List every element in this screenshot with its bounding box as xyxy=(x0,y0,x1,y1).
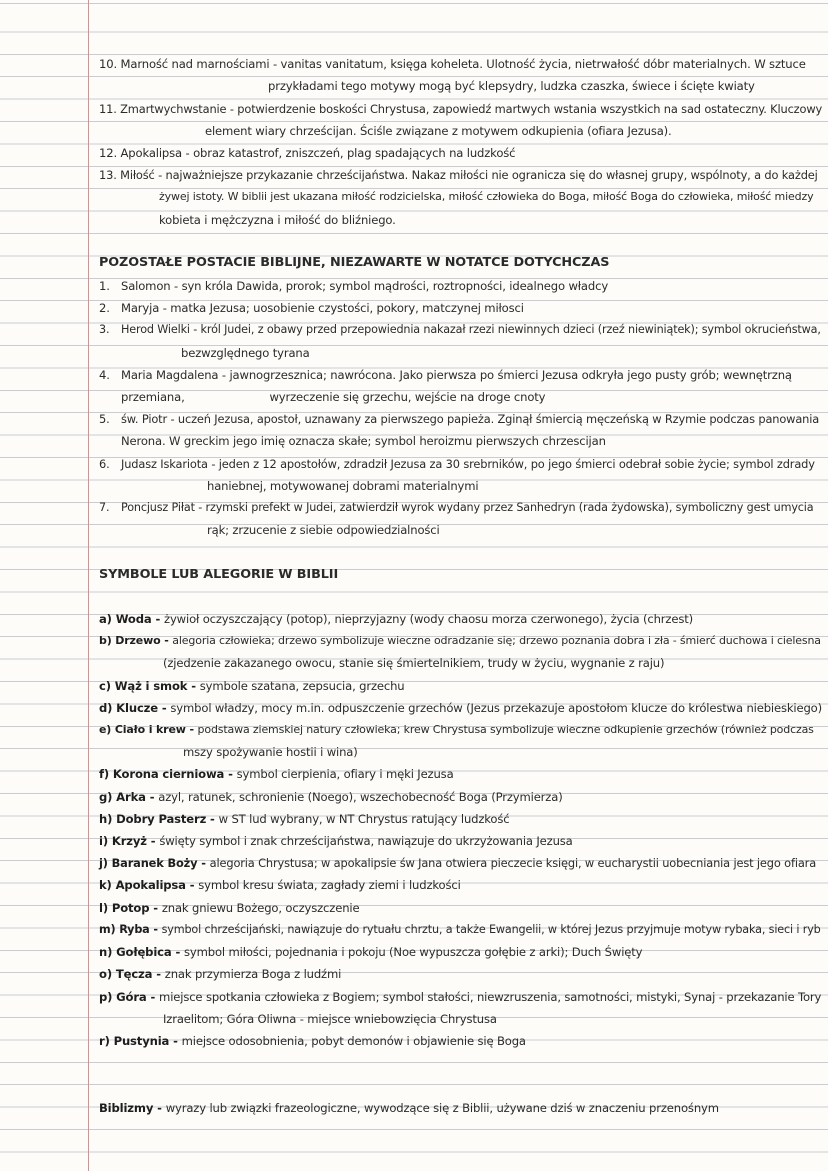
definition: symbol cierpienia, ofiary i męki Jezusa xyxy=(236,767,454,781)
definition: symbol kresu świata, zagłady ziemi i ludzkości xyxy=(198,878,461,892)
list-item xyxy=(99,877,461,893)
item-number: 3. xyxy=(99,323,110,336)
definition: znak przymierza Boga z ludźmi xyxy=(164,967,342,981)
list-item xyxy=(99,811,510,827)
list-item xyxy=(99,456,815,472)
note-line: element wiary chrześcijan. Ściśle związane z motywem odkupienia (ofiara Jezusa). xyxy=(205,124,672,138)
term: k) Apokalipsa - xyxy=(99,878,199,892)
list-item xyxy=(99,900,359,916)
list-item-cont: rąk; zrzucenie z siebie odpowiedzialności xyxy=(207,523,440,537)
list-item xyxy=(99,922,821,938)
list-item xyxy=(99,722,814,738)
definition: alegoria człowieka; drzewo symbolizuje wieczne odradzanie się; drzewo poznania dobra i zła - śmierć duchowa i cielesna xyxy=(172,634,821,647)
definition: alegoria Chrystusa; w apokalipsie św Jana otwiera pieczecie księgi, w eucharystii uobecniania jest jego ofiara xyxy=(209,856,817,870)
note-line: 11. Zmartwychwstanie - potwierdzenie boskości Chrystusa, zapowiedź martwych wstania wszystkich na sad ostateczny. Kluczowy xyxy=(99,102,823,116)
term: Biblizmy - xyxy=(99,1101,166,1115)
definition: znak gniewu Bożego, oczyszczenie xyxy=(161,901,360,915)
term: g) Arka - xyxy=(99,790,159,804)
note-line: kobieta i mężczyzna i miłość do bliźniego. xyxy=(159,213,396,227)
term: e) Ciało i krew - xyxy=(99,723,198,736)
item-number: 6. xyxy=(99,457,110,471)
term: h) Dobry Pasterz - xyxy=(99,812,219,826)
item-text: Judasz Iskariota - jeden z 12 apostołów, zdradził Jezusa za 30 srebrników, po jego śmierci odebrał sobie życie; symbol zdrady xyxy=(121,457,815,471)
term: j) Baranek Boży - xyxy=(99,856,210,870)
definition: azyl, ratunek, schronienie (Noego), wszechobecność Boga (Przymierza) xyxy=(158,790,563,804)
definition: święty symbol i znak chrześcijaństwa, nawiązuje do ukrzyżowania Jezusa xyxy=(159,834,573,848)
term: m) Ryba - xyxy=(99,923,162,936)
list-item xyxy=(99,500,813,516)
definition: w ST lud wybrany, w NT Chrystus ratujący ludzkość xyxy=(218,812,510,826)
list-item xyxy=(99,611,693,627)
note-line: przykładami tego motywy mogą być klepsydry, ludzka czaszka, świece i ścięte kwiaty xyxy=(268,79,755,93)
list-item xyxy=(99,989,821,1005)
definition: miejsce spotkania człowieka z Bogiem; symbol stałości, niewzruszenia, samotności, mistyki, Synaj - przekazanie Tory xyxy=(159,990,822,1004)
list-item xyxy=(99,633,821,649)
term: r) Pustynia - xyxy=(99,1034,182,1048)
item-text: Herod Wielki - król Judei, z obawy przed przepowiednia nakazał rzezi niewinnych dzieci (rzeź niewiniątek); symbol okrucieństwa, xyxy=(121,323,821,336)
term: n) Gołębica - xyxy=(99,945,184,959)
list-item xyxy=(99,411,819,427)
term: a) Woda - xyxy=(99,612,165,626)
definition: symbol miłości, pojednania i pokoju (Noe wypuszcza gołębie z arki); Duch Święty xyxy=(184,945,643,959)
list-item xyxy=(99,700,822,716)
list-item-cont: mszy spożywanie hostii i wina) xyxy=(183,745,358,759)
list-item xyxy=(99,1033,526,1049)
list-item xyxy=(99,678,405,694)
definition: symbol władzy, mocy m.in. odpuszczenie grzechów (Jezus przekazuje apostołom klucze do królestwa niebieskiego) xyxy=(170,701,823,715)
term: b) Drzewo - xyxy=(99,634,173,647)
list-item xyxy=(99,789,563,805)
item-text: Poncjusz Piłat - rzymski prefekt w Judei, zatwierdził wyrok wydany przez Sanhedryn (rada żydowska), symboliczny gest umycia xyxy=(121,501,814,514)
term: i) Krzyż - xyxy=(99,834,160,848)
list-item-cont: Nerona. W greckim jego imię oznacza skałe; symbol heroizmu pierwszych chrzescijan xyxy=(121,434,606,448)
item-number: 5. xyxy=(99,412,110,426)
section-heading-symbols: SYMBOLE LUB ALEGORIE W BIBLII xyxy=(99,567,339,582)
term: l) Potop - xyxy=(99,901,162,915)
term: o) Tęcza - xyxy=(99,967,165,981)
biblicisms-definition xyxy=(99,1100,719,1116)
note-line: 13. Miłość - najważniejsze przykazanie chrześcijaństwa. Nakaz miłości nie ogranicza się do własnej grupy, wspólnoty, a do każdej xyxy=(99,168,818,182)
item-text: Maryja - matka Jezusa; uosobienie czystości, pokory, matczynej miłosci xyxy=(121,301,524,315)
list-item xyxy=(99,966,341,982)
item-number: 7. xyxy=(99,501,110,514)
note-line: 12. Apokalipsa - obraz katastrof, zniszczeń, plag spadających na ludzkość xyxy=(99,146,516,160)
term: p) Góra - xyxy=(99,990,160,1004)
definition: symbole szatana, zepsucia, grzechu xyxy=(199,679,405,693)
term: c) Wąż i smok - xyxy=(99,679,200,693)
list-item-cont: przemiana, wyrzeczenie się grzechu, wejście na droge cnoty xyxy=(121,390,546,404)
list-item-cont: (zjedzenie zakazanego owocu, stanie się śmiertelnikiem, trudy w życiu, wygnanie z raju) xyxy=(163,656,665,670)
section-heading-figures: POZOSTAŁE POSTACIE BIBLIJNE, NIEZAWARTE W NOTATCE DOTYCHCZAS xyxy=(99,255,610,270)
list-item xyxy=(99,855,816,871)
item-text: św. Piotr - uczeń Jezusa, apostoł, uznawany za pierwszego papieża. Zginął śmiercią męczeńską w Rzymie podczas panowania xyxy=(121,412,820,426)
term: f) Korona cierniowa - xyxy=(99,767,237,781)
list-item xyxy=(99,278,608,294)
item-number: 1. xyxy=(99,279,110,293)
definition: żywioł oczyszczający (potop), nieprzyjazny (wody chaosu morza czerwonego), życia (chrzest) xyxy=(164,612,693,626)
list-item xyxy=(99,300,524,316)
definition: podstawa ziemskiej natury człowieka; krew Chrystusa symbolizuje wieczne odkupienie grzechów (również podczas xyxy=(197,723,814,736)
list-item xyxy=(99,367,792,383)
note-line: żywej istoty. W biblii jest ukazana miłość rodzicielska, miłość człowieka do Boga, miłość Boga do człowieka, miłość miedzy xyxy=(159,190,814,203)
term: d) Klucze - xyxy=(99,701,171,715)
item-text: Salomon - syn króla Dawida, prorok; symbol mądrości, roztropności, idealnego władcy xyxy=(121,279,609,293)
note-line: 10. Marność nad marnościami - vanitas vanitatum, księga koheleta. Ulotność życia, nietrwałość dóbr materialnych. W sztuce xyxy=(99,57,806,71)
list-item-cont: bezwzględnego tyrana xyxy=(181,346,310,360)
margin-line xyxy=(88,0,89,1171)
definition: symbol chrześcijański, nawiązuje do rytuału chrztu, a także Ewangelii, w której Jezus przyjmuje motyw rybaka, sieci i ryb xyxy=(161,923,821,936)
list-item xyxy=(99,322,821,338)
list-item xyxy=(99,766,454,782)
list-item-cont: Izraelitom; Góra Oliwna - miejsce wniebowzięcia Chrystusa xyxy=(163,1012,497,1026)
list-item-cont: haniebnej, motywowanej dobrami materialnymi xyxy=(207,479,479,493)
item-number: 2. xyxy=(99,301,110,315)
definition: wyrazy lub związki frazeologiczne, wywodzące się z Biblii, używane dziś w znaczeniu przenośnym xyxy=(165,1101,719,1115)
definition: miejsce odosobnienia, pobyt demonów i objawienie się Boga xyxy=(181,1034,526,1048)
list-item xyxy=(99,944,642,960)
item-text: Maria Magdalena - jawnogrzesznica; nawrócona. Jako pierwsza po śmierci Jezusa odkryła jego pusty grób; wewnętrzną xyxy=(121,368,792,382)
list-item xyxy=(99,833,573,849)
item-number: 4. xyxy=(99,368,110,382)
